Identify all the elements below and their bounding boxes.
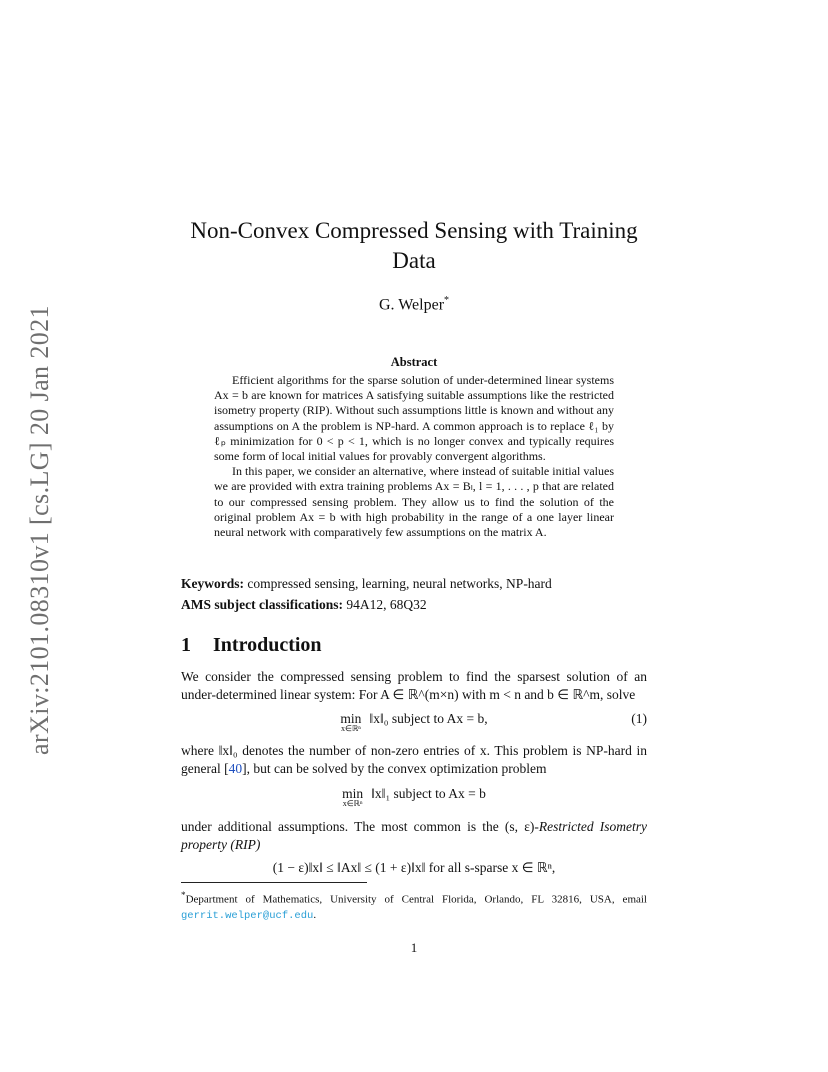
title-line-1: Non-Convex Compressed Sensing with Training <box>190 218 638 243</box>
equation-3 <box>181 860 647 876</box>
footnote-mark: * <box>181 890 186 900</box>
footnote-rule <box>181 882 367 883</box>
abstract-body <box>214 373 614 540</box>
eq1-min-operator <box>340 711 361 733</box>
eq2-min-subscript: x∈ℝⁿ <box>342 799 363 808</box>
body-paragraph-3 <box>181 818 647 854</box>
body-paragraph-1: We consider the compressed sensing problem to find the sparsest solution of an under-determined linear system: For A ∈ ℝ^(m×n) with m < n and b ∈ ℝ^m, solve <box>181 669 647 702</box>
p3-italic-term: Restricted Isometry property (RIP) <box>181 819 647 852</box>
author-line <box>181 295 647 314</box>
author-name: G. Welper <box>378 296 445 314</box>
title-line-2: Data <box>392 248 436 273</box>
ams-label: AMS subject classifications: <box>181 597 343 612</box>
abstract-paragraph-1: Efficient algorithms for the sparse solution of under-determined linear systems Ax = b are known for matrices A satisfying suitable assumptions like the restricted isometry property (RIP). Without such assumptions little is known and without any assumptions on A the problem is NP-hard. A common approach is to replace ℓ₁ by ℓₚ minimization for 0 < p < 1, which is no longer convex and typically requires some form of local initial values for provably convergent algorithms. <box>214 373 614 464</box>
eq2-expression: ‖x‖₁ subject to Ax = b <box>371 786 486 801</box>
keywords-text: compressed sensing, learning, neural networks, NP-hard <box>247 576 552 591</box>
equation-2 <box>181 786 647 808</box>
body-paragraph-2 <box>181 742 647 778</box>
paper-title <box>181 216 647 276</box>
footnote-text: Department of Mathematics, University of Central Florida, Orlando, FL 32816, USA, email <box>185 893 647 906</box>
abstract-heading: Abstract <box>390 355 438 369</box>
section-number: 1 <box>181 634 191 656</box>
keywords-line <box>181 576 647 592</box>
footnote <box>181 888 647 924</box>
eq3-expression: (1 − ε)‖x‖ ≤ ‖Ax‖ ≤ (1 + ε)‖x‖ for all s-sparse x ∈ ℝⁿ, <box>272 860 556 875</box>
ams-line <box>181 597 647 613</box>
eq2-min: min <box>342 786 364 801</box>
p2-text-a: where ‖x‖₀ denotes the number of non-zero entries of x. This problem is NP-hard in general [ <box>181 743 647 776</box>
section-title: Introduction <box>213 634 322 656</box>
author-footnote-mark: * <box>444 295 450 306</box>
section-heading <box>181 634 322 657</box>
eq1-min-subscript: x∈ℝⁿ <box>341 724 361 733</box>
footnote-end: . <box>313 908 317 921</box>
keywords-label: Keywords: <box>181 576 244 591</box>
eq1-min: min <box>340 711 362 726</box>
equation-1 <box>181 711 647 733</box>
abstract-paragraph-2: In this paper, we consider an alternative, where instead of suitable initial values we are provided with extra training problems Ax = Bₗ, l = 1, . . . , p that are related to our compressed sensing problem. They allow us to find the solution of the original problem Ax = b with high probability in the range of a one layer linear neural network with comparatively few assumptions on the matrix A. <box>214 464 614 540</box>
p2-text-b: ], but can be solved by the convex optimization problem <box>242 761 547 776</box>
footnote-email-link[interactable]: gerrit.welper@ucf.edu <box>181 909 314 922</box>
eq1-expression: ‖x‖₀ subject to Ax = b, <box>369 711 488 726</box>
eq2-min-operator <box>342 786 363 808</box>
page-number: 1 <box>410 940 418 955</box>
ams-text: 94A12, 68Q32 <box>346 597 427 612</box>
equation-number-1: (1) <box>631 711 647 726</box>
citation-link[interactable]: 40 <box>228 761 243 776</box>
arxiv-identifier: arXiv:2101.08310v1 [cs.LG] 20 Jan 2021 <box>25 305 54 755</box>
p3-text: under additional assumptions. The most common is the (s, ε)- <box>181 819 539 834</box>
